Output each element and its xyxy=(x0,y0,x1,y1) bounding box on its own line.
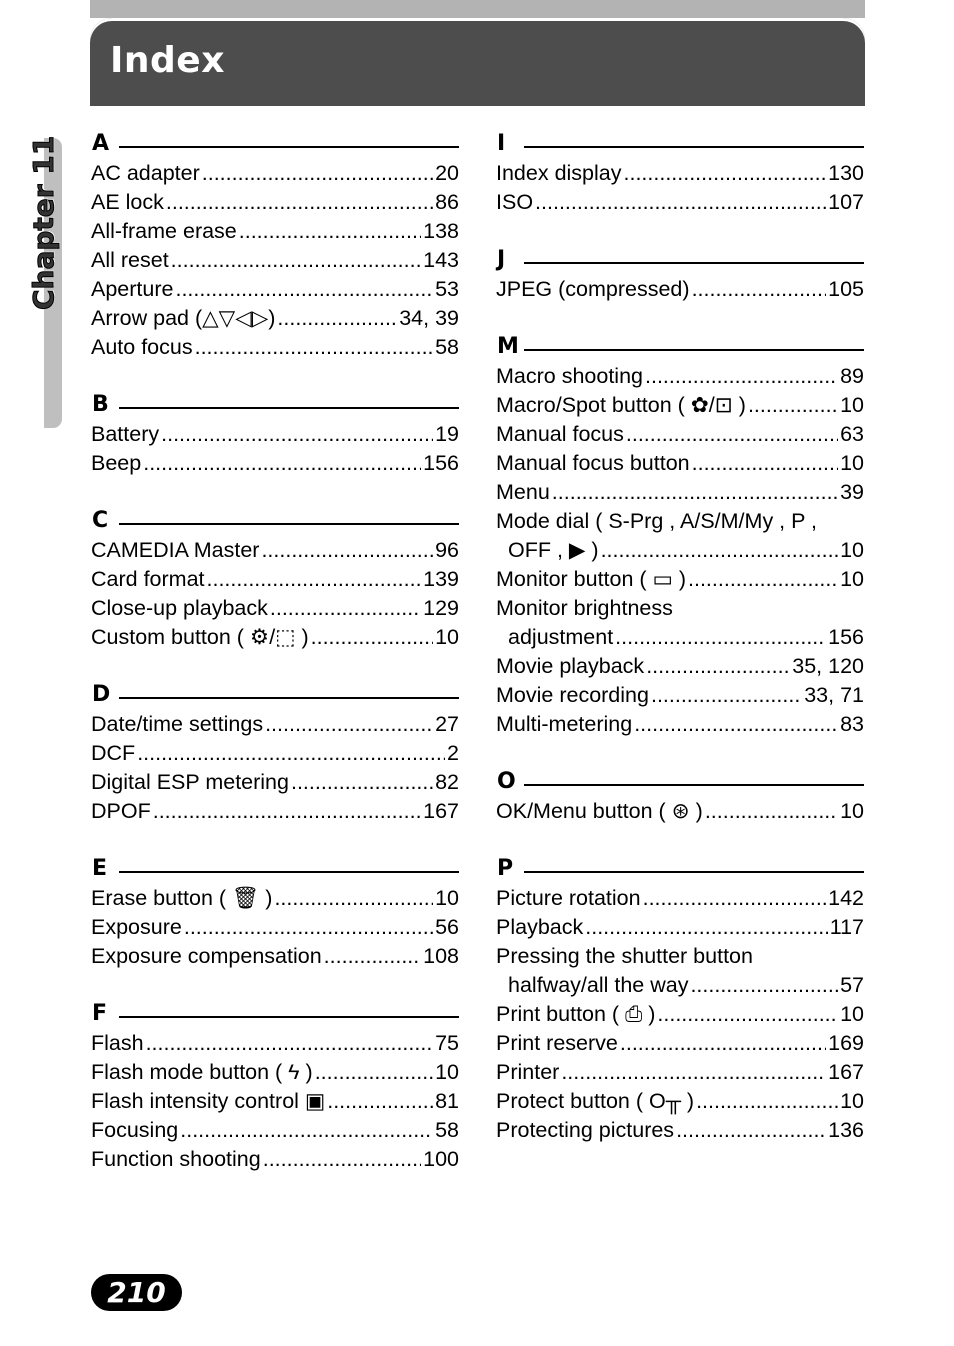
entry-page: 108 xyxy=(423,944,459,968)
dot-leader xyxy=(263,1145,421,1174)
section-letter: A xyxy=(92,131,110,156)
entry-term: Beep xyxy=(91,451,142,475)
entry-page: 138 xyxy=(423,219,459,243)
entry-page: 10 xyxy=(435,625,459,649)
index-column-left xyxy=(91,130,459,1203)
entry-term: Erase button ( 🗑 ) xyxy=(91,886,273,910)
entry-term: Flash mode button ( ϟ ) xyxy=(91,1060,313,1084)
entry-page: 10 xyxy=(840,1089,864,1113)
entry-page: 139 xyxy=(423,567,459,591)
dot-leader xyxy=(651,681,802,710)
dot-leader xyxy=(646,652,790,681)
index-entry xyxy=(91,594,459,623)
section-letter: M xyxy=(497,334,519,359)
entry-term: Auto focus xyxy=(91,335,193,359)
dot-leader xyxy=(137,739,445,768)
entry-term: ISO xyxy=(496,190,534,214)
dot-leader xyxy=(239,217,421,246)
index-entry xyxy=(496,362,864,391)
section-rule xyxy=(524,784,864,786)
entry-page: 129 xyxy=(423,596,459,620)
section-letter: D xyxy=(92,682,111,707)
dot-leader xyxy=(195,333,433,362)
section-rule xyxy=(119,146,459,148)
index-entry xyxy=(91,333,459,362)
index-entry xyxy=(496,1058,864,1087)
entry-page: 19 xyxy=(435,422,459,446)
entry-page: 34, 39 xyxy=(399,306,459,330)
page-title: Index xyxy=(110,40,225,81)
entry-term: Monitor brightness xyxy=(496,596,673,620)
entry-term: AC adapter xyxy=(91,161,200,185)
index-entry xyxy=(91,1145,459,1174)
entry-page: 89 xyxy=(840,364,864,388)
section-letter: P xyxy=(497,856,514,881)
index-entry xyxy=(91,1087,459,1116)
index-entry xyxy=(496,942,864,971)
entry-page: 39 xyxy=(840,480,864,504)
entry-page: 136 xyxy=(828,1118,864,1142)
entry-term: Playback xyxy=(496,915,584,939)
index-entry xyxy=(496,971,864,1000)
entry-term: Digital ESP metering xyxy=(91,770,289,794)
section-letter: E xyxy=(92,856,108,881)
dot-leader xyxy=(620,1029,826,1058)
entry-page: 83 xyxy=(840,712,864,736)
entry-page: 56 xyxy=(435,915,459,939)
dot-leader xyxy=(626,420,838,449)
entry-page: 10 xyxy=(840,538,864,562)
index-entry xyxy=(496,420,864,449)
entry-page: 169 xyxy=(828,1031,864,1055)
entry-page: 143 xyxy=(423,248,459,272)
index-entry xyxy=(496,1029,864,1058)
entry-term: All reset xyxy=(91,248,169,272)
entry-term: Focusing xyxy=(91,1118,179,1142)
index-entry xyxy=(91,1058,459,1087)
dot-leader xyxy=(143,449,421,478)
entry-page: 117 xyxy=(829,915,864,939)
index-entry xyxy=(91,623,459,652)
section-heading xyxy=(496,130,864,159)
entry-term: Date/time settings xyxy=(91,712,264,736)
entry-term: Macro shooting xyxy=(496,364,643,388)
entry-term: Battery xyxy=(91,422,160,446)
index-entry xyxy=(496,913,864,942)
entry-term: Protecting pictures xyxy=(496,1118,675,1142)
entry-term: adjustment xyxy=(508,625,614,649)
dot-leader xyxy=(601,536,839,565)
index-section-a xyxy=(91,130,459,362)
index-entry xyxy=(496,478,864,507)
entry-term: Movie playback xyxy=(496,654,645,678)
top-band xyxy=(90,0,865,18)
entry-term: Exposure compensation xyxy=(91,944,322,968)
index-entry xyxy=(496,797,864,826)
index-entry xyxy=(496,536,864,565)
entry-term: Aperture xyxy=(91,277,174,301)
dot-leader xyxy=(615,623,826,652)
index-entry xyxy=(496,1087,864,1116)
dot-leader xyxy=(146,1029,434,1058)
entry-term: Macro/Spot button ( ✿/⊡ ) xyxy=(496,393,746,417)
index-entry xyxy=(496,188,864,217)
section-heading xyxy=(496,768,864,797)
dot-leader xyxy=(180,1116,433,1145)
entry-term: Print reserve xyxy=(496,1031,618,1055)
entry-term: JPEG (compressed) xyxy=(496,277,690,301)
dot-leader xyxy=(561,1058,826,1087)
entry-term: Protect button ( O╥ ) xyxy=(496,1089,695,1113)
dot-leader xyxy=(690,971,838,1000)
entry-term: DCF xyxy=(91,741,136,765)
entry-page: 96 xyxy=(435,538,459,562)
entry-term: Picture rotation xyxy=(496,886,641,910)
dot-leader xyxy=(311,623,433,652)
entry-term: Monitor button ( ▭ ) xyxy=(496,567,686,591)
index-section-e xyxy=(91,855,459,971)
dot-leader xyxy=(161,420,433,449)
index-entry xyxy=(91,739,459,768)
dot-leader xyxy=(274,884,433,913)
entry-term: DPOF xyxy=(91,799,151,823)
entry-term: Mode dial ( S-Prg , A/S/M/My , P , xyxy=(496,509,818,533)
dot-leader xyxy=(624,159,827,188)
dot-leader xyxy=(327,1087,433,1116)
index-entry xyxy=(91,710,459,739)
entry-term: Flash xyxy=(91,1031,144,1055)
index-entry xyxy=(91,1029,459,1058)
dot-leader xyxy=(270,594,421,623)
index-entry xyxy=(496,623,864,652)
section-letter: F xyxy=(92,1001,108,1026)
dot-leader xyxy=(175,275,433,304)
dot-leader xyxy=(324,942,421,971)
entry-term: halfway/all the way xyxy=(508,973,689,997)
entry-term: Menu xyxy=(496,480,550,504)
index-entry xyxy=(496,681,864,710)
index-entry xyxy=(91,275,459,304)
dot-leader xyxy=(171,246,421,275)
index-entry xyxy=(496,275,864,304)
dot-leader xyxy=(585,913,827,942)
entry-page: 86 xyxy=(435,190,459,214)
section-rule xyxy=(524,349,864,351)
section-heading xyxy=(91,507,459,536)
dot-leader xyxy=(643,884,827,913)
dot-leader xyxy=(552,478,838,507)
entry-page: 10 xyxy=(840,799,864,823)
entry-page: 105 xyxy=(828,277,864,301)
section-letter: O xyxy=(497,769,516,794)
entry-page: 35, 120 xyxy=(792,654,864,678)
entry-page: 167 xyxy=(828,1060,864,1084)
index-entry xyxy=(496,710,864,739)
entry-term: Manual focus xyxy=(496,422,624,446)
entry-term: Printer xyxy=(496,1060,560,1084)
index-entry xyxy=(496,884,864,913)
dot-leader xyxy=(692,449,838,478)
index-section-m xyxy=(496,333,864,739)
dot-leader xyxy=(277,304,397,333)
entry-page: 63 xyxy=(840,422,864,446)
entry-term: Card format xyxy=(91,567,205,591)
chapter-label: Chapter 11 xyxy=(27,135,60,310)
section-rule xyxy=(119,1016,459,1018)
dot-leader xyxy=(291,768,433,797)
entry-page: 58 xyxy=(435,335,459,359)
index-entry xyxy=(91,159,459,188)
index-entry xyxy=(91,565,459,594)
index-entry xyxy=(91,246,459,275)
index-section-o xyxy=(496,768,864,826)
entry-page: 27 xyxy=(435,712,459,736)
section-heading xyxy=(91,130,459,159)
index-entry xyxy=(496,391,864,420)
dot-leader xyxy=(676,1116,826,1145)
page-number: 210 xyxy=(91,1274,182,1311)
page-header xyxy=(90,18,865,106)
index-section-c xyxy=(91,507,459,652)
section-heading xyxy=(91,681,459,710)
entry-page: 10 xyxy=(840,451,864,475)
index-entry xyxy=(91,768,459,797)
index-entry xyxy=(91,913,459,942)
entry-term: Flash intensity control ▣ xyxy=(91,1089,326,1113)
entry-page: 57 xyxy=(840,973,864,997)
index-entry xyxy=(91,420,459,449)
entry-page: 107 xyxy=(828,190,864,214)
section-rule xyxy=(119,697,459,699)
entry-page: 10 xyxy=(840,1002,864,1026)
entry-page: 53 xyxy=(435,277,459,301)
dot-leader xyxy=(265,710,433,739)
index-entry xyxy=(91,188,459,217)
index-section-i xyxy=(496,130,864,217)
entry-term: AE lock xyxy=(91,190,164,214)
dot-leader xyxy=(207,565,422,594)
dot-leader xyxy=(645,362,838,391)
entry-term: Index display xyxy=(496,161,622,185)
section-heading xyxy=(496,855,864,884)
index-column-right xyxy=(496,130,864,1174)
entry-term: Print button ( ⎙ ) xyxy=(496,1002,656,1026)
entry-term: Movie recording xyxy=(496,683,649,707)
dot-leader xyxy=(166,188,433,217)
section-rule xyxy=(119,871,459,873)
entry-term: Pressing the shutter button xyxy=(496,944,753,968)
dot-leader xyxy=(705,797,838,826)
index-entry xyxy=(91,536,459,565)
entry-page: 156 xyxy=(828,625,864,649)
entry-page: 100 xyxy=(423,1147,459,1171)
entry-page: 82 xyxy=(435,770,459,794)
section-rule xyxy=(524,871,864,873)
dot-leader xyxy=(202,159,433,188)
section-rule xyxy=(119,407,459,409)
entry-term: Close-up playback xyxy=(91,596,268,620)
entry-term: Function shooting xyxy=(91,1147,261,1171)
entry-term: Multi-metering xyxy=(496,712,633,736)
dot-leader xyxy=(688,565,838,594)
index-entry xyxy=(91,942,459,971)
index-section-f xyxy=(91,1000,459,1174)
index-entry xyxy=(496,449,864,478)
index-entry xyxy=(91,449,459,478)
index-entry xyxy=(91,1116,459,1145)
dot-leader xyxy=(535,188,826,217)
index-entry xyxy=(91,797,459,826)
dot-leader xyxy=(153,797,421,826)
entry-page: 2 xyxy=(447,741,459,765)
index-section-p xyxy=(496,855,864,1145)
section-rule xyxy=(119,523,459,525)
dot-leader xyxy=(696,1087,838,1116)
entry-term: OFF , ▶ ) xyxy=(508,538,599,562)
dot-leader xyxy=(315,1058,433,1087)
dot-leader xyxy=(184,913,433,942)
dot-leader xyxy=(261,536,433,565)
section-heading xyxy=(496,333,864,362)
entry-term: Arrow pad (△▽◁▷) xyxy=(91,306,276,330)
entry-page: 167 xyxy=(423,799,459,823)
entry-page: 81 xyxy=(435,1089,459,1113)
entry-term: Custom button ( ⚙/⬚ ) xyxy=(91,625,309,649)
entry-page: 33, 71 xyxy=(804,683,864,707)
index-entry xyxy=(496,1116,864,1145)
entry-page: 10 xyxy=(840,393,864,417)
section-heading xyxy=(91,391,459,420)
entry-term: Exposure xyxy=(91,915,182,939)
index-entry xyxy=(91,884,459,913)
index-entry xyxy=(496,159,864,188)
index-entry xyxy=(496,1000,864,1029)
index-entry xyxy=(496,565,864,594)
entry-page: 58 xyxy=(435,1118,459,1142)
entry-page: 10 xyxy=(435,1060,459,1084)
index-entry xyxy=(91,304,459,333)
index-section-j xyxy=(496,246,864,304)
section-letter: I xyxy=(497,131,506,156)
section-heading xyxy=(91,1000,459,1029)
entry-page: 75 xyxy=(435,1031,459,1055)
dot-leader xyxy=(657,1000,838,1029)
section-letter: C xyxy=(92,508,109,533)
dot-leader xyxy=(692,275,827,304)
entry-page: 142 xyxy=(828,886,864,910)
section-heading xyxy=(91,855,459,884)
entry-term: CAMEDIA Master xyxy=(91,538,260,562)
index-entry xyxy=(496,652,864,681)
entry-term: All-frame erase xyxy=(91,219,237,243)
section-rule xyxy=(524,262,864,264)
index-entry xyxy=(496,507,864,536)
section-letter: B xyxy=(92,392,109,417)
section-heading xyxy=(496,246,864,275)
entry-page: 20 xyxy=(435,161,459,185)
entry-page: 10 xyxy=(840,567,864,591)
index-section-b xyxy=(91,391,459,478)
entry-page: 10 xyxy=(435,886,459,910)
index-entry xyxy=(496,594,864,623)
entry-page: 156 xyxy=(423,451,459,475)
dot-leader xyxy=(748,391,838,420)
index-entry xyxy=(91,217,459,246)
entry-term: OK/Menu button ( ⊛ ) xyxy=(496,799,703,823)
section-letter: J xyxy=(497,247,506,272)
dot-leader xyxy=(634,710,838,739)
entry-term: Manual focus button xyxy=(496,451,690,475)
section-rule xyxy=(524,146,864,148)
index-section-d xyxy=(91,681,459,826)
entry-page: 130 xyxy=(828,161,864,185)
